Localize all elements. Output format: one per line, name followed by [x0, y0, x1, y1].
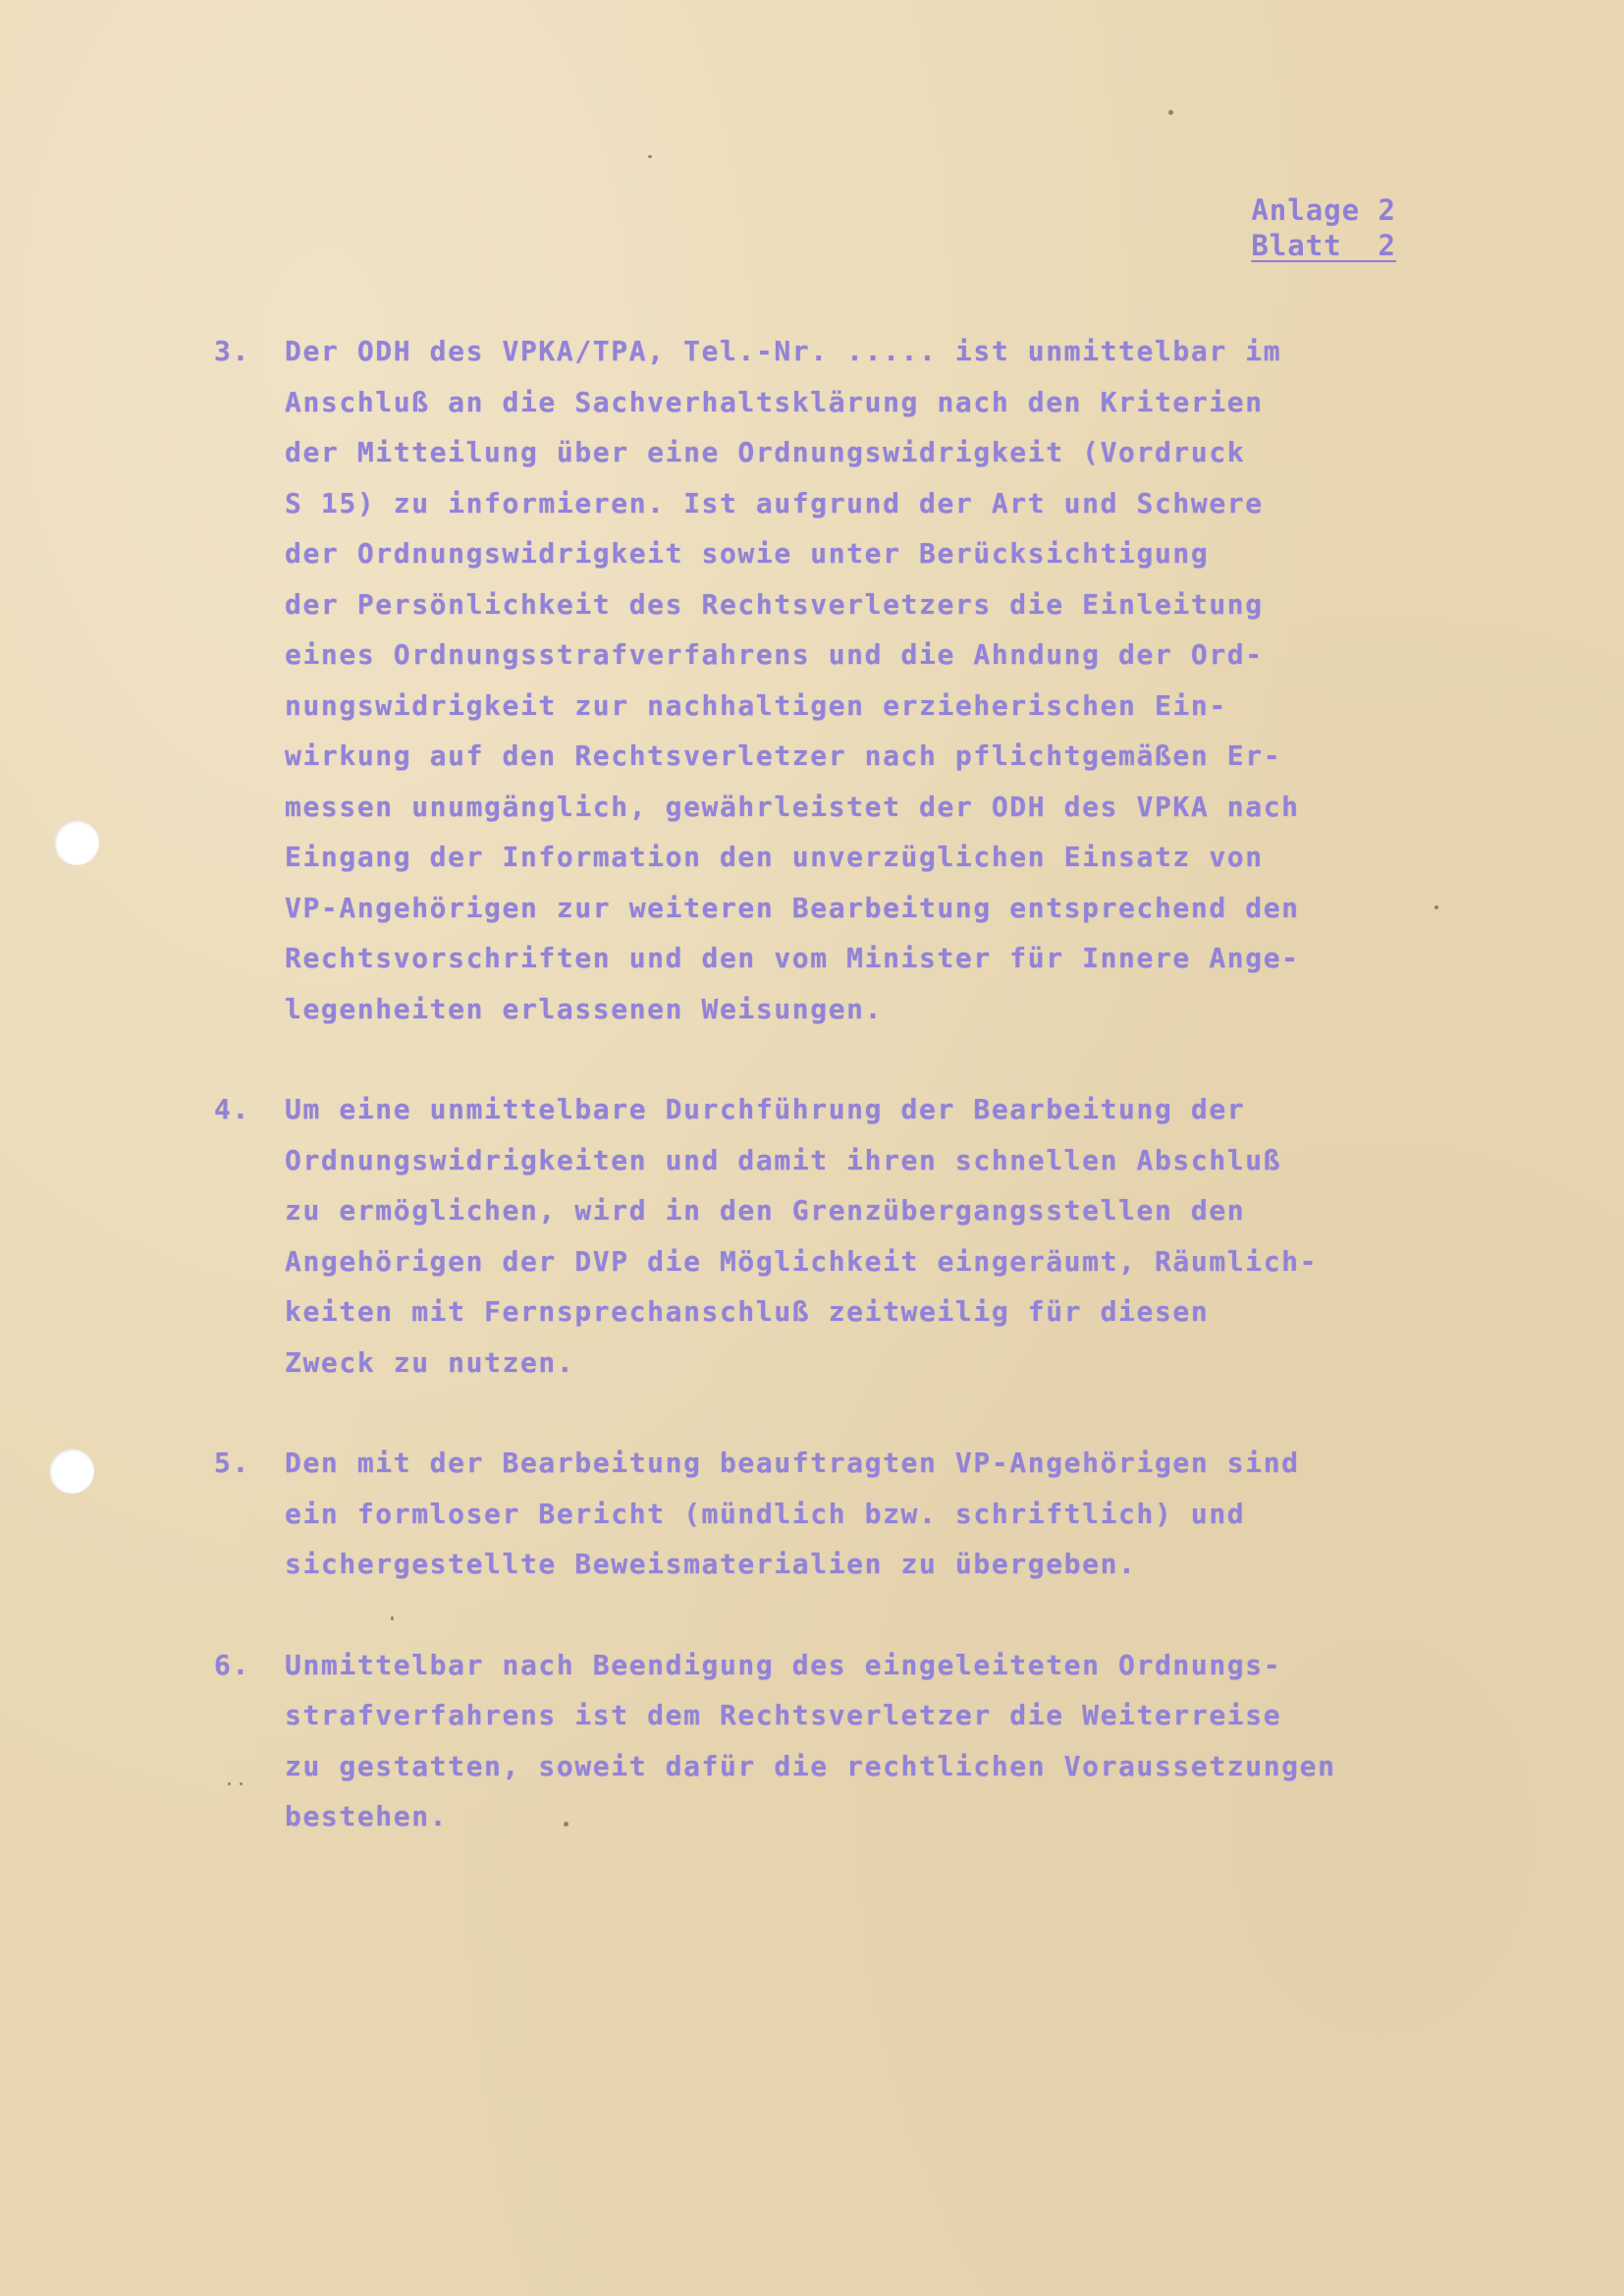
item-text: [285, 1438, 1451, 1590]
text-line: keiten mit Fernsprechanschluß zeitweilig für diesen: [285, 1295, 1210, 1328]
list-item: [214, 1084, 1451, 1388]
item-number: 4.: [214, 1093, 250, 1125]
text-line: Angehörigen der DVP die Möglichkeit eingeräumt, Räumlich-: [285, 1244, 1319, 1278]
text-line: zu ermöglichen, wird in den Grenzübergangsstellen den: [285, 1194, 1246, 1227]
paper-speck: [1168, 110, 1173, 115]
item-text: [285, 1640, 1451, 1842]
text-line: nungswidrigkeit zur nachhaltigen erzieherischen Ein-: [285, 688, 1227, 722]
text-line: strafverfahrens ist dem Rechtsverletzer die Weiterreise: [285, 1699, 1282, 1731]
item-number: 3.: [214, 335, 250, 367]
item-text: [285, 326, 1451, 1034]
item-number: 5.: [214, 1447, 250, 1479]
text-line: der Mitteilung über eine Ordnungswidrigkeit (Vordruck: [285, 436, 1246, 468]
text-line: Unmittelbar nach Beendigung des eingeleiteten Ordnungs-: [285, 1648, 1282, 1681]
text-line: legenheiten erlassenen Weisungen.: [285, 992, 884, 1025]
text-line: der Persönlichkeit des Rechtsverletzers die Einleitung: [285, 587, 1264, 621]
text-line: VP-Angehörigen zur weiteren Bearbeitung entsprechend den: [285, 891, 1300, 924]
text-line: ein formloser Bericht (mündlich bzw. schriftlich) und: [285, 1497, 1246, 1530]
text-line: Der ODH des VPKA/TPA, Tel.-Nr. ..... ist unmittelbar im: [285, 335, 1282, 367]
annex-label: Anlage 2: [1251, 193, 1396, 227]
text-line: Den mit der Bearbeitung beauftragten VP-Angehörigen sind: [285, 1447, 1300, 1479]
text-line: wirkung auf den Rechtsverletzer nach pflichtgemäßen Er-: [285, 739, 1282, 772]
numbered-list: [214, 326, 1451, 1842]
text-line: Rechtsvorschriften und den vom Minister für Innere Ange-: [285, 942, 1300, 974]
text-line: Eingang der Information den unverzüglichen Einsatz von: [285, 841, 1264, 873]
text-line: Um eine unmittelbare Durchführung der Bearbeitung der: [285, 1093, 1246, 1125]
text-line: der Ordnungswidrigkeit sowie unter Berücksichtigung: [285, 537, 1210, 570]
text-line: eines Ordnungsstrafverfahrens und die Ahndung der Ord-: [285, 638, 1264, 671]
text-line: Anschluß an die Sachverhaltsklärung nach den Kriterien: [285, 385, 1264, 418]
item-text: [285, 1084, 1451, 1388]
list-item: [214, 1438, 1451, 1590]
text-line: Ordnungswidrigkeiten und damit ihren schnellen Abschluß: [285, 1143, 1282, 1176]
paper-speck: [648, 155, 652, 158]
text-line: zu gestatten, soweit dafür die rechtlichen Voraussetzungen: [285, 1749, 1336, 1782]
list-item: [214, 1640, 1451, 1842]
item-number: 6.: [214, 1648, 250, 1681]
text-line: Zweck zu nutzen.: [285, 1345, 575, 1379]
punch-hole-top: [54, 820, 99, 865]
text-line: messen unumgänglich, gewährleistet der ODH des VPKA nach: [285, 790, 1300, 823]
document-header: [1251, 192, 1396, 263]
list-item: [214, 326, 1451, 1034]
text-line: bestehen.: [285, 1800, 449, 1832]
sheet-label: Blatt 2: [1251, 229, 1396, 262]
punch-hole-bottom: [49, 1449, 94, 1494]
text-line: sichergestellte Beweismaterialien zu übergeben.: [285, 1548, 1137, 1580]
text-line: S 15) zu informieren. Ist aufgrund der Art und Schwere: [285, 486, 1264, 519]
